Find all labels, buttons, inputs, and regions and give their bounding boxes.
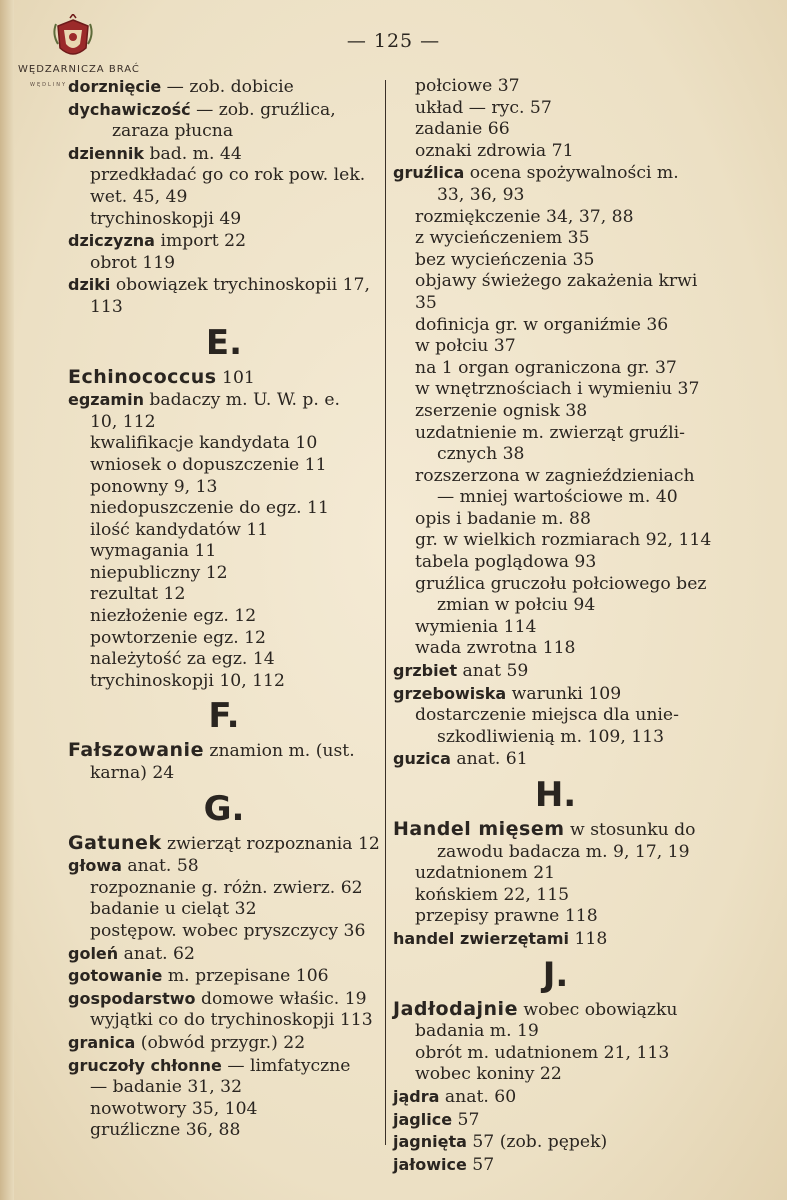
index-subentry: rozmiękczenie 34, 37, 88 <box>415 206 634 227</box>
section-letter: J. <box>542 954 569 995</box>
entry-text: badaczy m. U. W. p. e. <box>143 390 340 411</box>
index-subentry: wymienia 114 <box>415 616 537 637</box>
index-subentry: gr. w wielkich rozmiarach 92, 114 <box>415 530 712 551</box>
index-column-left <box>68 76 380 1142</box>
entry-text: anat 59 <box>457 661 529 682</box>
entry-text: warunki 109 <box>506 683 622 704</box>
entry-headword: dziki <box>68 275 111 295</box>
index-subentry: badania m. 19 <box>415 1021 539 1042</box>
index-subentry: układ — ryc. 57 <box>415 97 552 118</box>
index-subentry: obrot 119 <box>90 252 176 273</box>
index-entry <box>68 740 380 763</box>
entry-headword: Fałszowanie <box>68 739 204 762</box>
entry-text: 57 <box>452 1109 480 1130</box>
index-subentry: wyjątki co do trychinoskopji 113 <box>90 1010 373 1031</box>
entry-text: wobec obowiązku <box>517 999 678 1020</box>
index-subentry: dofinicja gr. w organiźmie 36 <box>415 314 669 335</box>
index-entry <box>393 819 718 842</box>
index-entry <box>68 367 380 390</box>
entry-headword: egzamin <box>68 390 144 410</box>
entry-text: anat. 58 <box>121 856 199 877</box>
entry-text: 118 <box>569 928 608 949</box>
logo-subtitle: WĘDLINY <box>30 82 68 88</box>
index-entry <box>393 683 718 706</box>
index-entry <box>393 1154 718 1177</box>
entry-headword: głowa <box>68 856 122 876</box>
entry-headword: gospodarstwo <box>68 988 196 1008</box>
entry-text: ocena spożywalności m. <box>464 163 679 184</box>
entry-continuation: zaraza płucna <box>112 121 234 142</box>
page-edge <box>0 0 14 1200</box>
index-subentry: wniosek o dopuszczenie 11 <box>90 454 327 475</box>
index-subentry: wymagania 11 <box>90 541 217 562</box>
entry-headword: grzebowiska <box>393 683 507 703</box>
index-subentry: uzdatnienie m. zwierząt gruźli- <box>415 422 685 443</box>
entry-headword: jagnięta <box>393 1132 467 1152</box>
index-subentry: w wnętrznościach i wymieniu 37 <box>415 379 700 400</box>
entry-text: anat. 60 <box>439 1086 517 1107</box>
index-entry <box>68 988 380 1011</box>
index-entry <box>393 748 718 771</box>
index-entry <box>68 274 380 297</box>
entry-continuation: — mniej wartościowe m. 40 <box>437 487 678 508</box>
column-divider <box>385 80 386 1145</box>
index-subentry: połciowe 37 <box>415 76 520 96</box>
index-subentry: zserzenie ognisk 38 <box>415 400 588 421</box>
index-subentry: nowotwory 35, 104 <box>90 1098 258 1119</box>
index-subentry: dostarczenie miejsca dla unie- <box>415 705 679 726</box>
index-entry <box>393 660 718 683</box>
entry-continuation: 33, 36, 93 <box>437 184 525 205</box>
entry-text: — zob. dobicie <box>161 77 294 97</box>
entry-headword: jałowice <box>393 1154 467 1174</box>
index-entry <box>393 1109 718 1132</box>
index-subentry: na 1 organ ograniczona gr. 37 <box>415 357 677 378</box>
entry-text: 57 (zob. pępek) <box>466 1132 608 1153</box>
index-subentry: niedopuszczenie do egz. 11 <box>90 498 329 519</box>
entry-text: 101 <box>216 367 255 388</box>
index-subentry: wet. 45, 49 <box>90 186 188 207</box>
entry-text: anat. 62 <box>118 943 195 964</box>
index-column-right <box>393 76 718 1176</box>
index-subentry: przedkładać go co rok pow. lek. <box>90 165 366 186</box>
section-letter: E. <box>205 322 243 363</box>
index-subentry: należytość za egz. 14 <box>90 649 275 670</box>
entry-headword: granica <box>68 1032 136 1052</box>
entry-headword: handel zwierzętami <box>393 928 570 948</box>
index-subentry: opis i badanie m. 88 <box>415 508 591 529</box>
entry-headword: dychawiczość <box>68 99 191 119</box>
entry-headword: jaglice <box>393 1109 453 1129</box>
entry-text: (obwód przygr.) 22 <box>135 1032 306 1053</box>
index-entry <box>68 1032 380 1055</box>
index-entry <box>68 1055 380 1078</box>
index-subentry: postępow. wobec pryszczycy 36 <box>90 921 366 941</box>
entry-text: 57 <box>466 1154 495 1175</box>
index-subentry: 10, 112 <box>90 411 156 432</box>
entry-headword: dziennik <box>68 143 145 163</box>
index-subentry: wada zwrotna 118 <box>415 638 576 659</box>
entry-text: anat. 61 <box>450 749 528 770</box>
index-entry <box>393 999 718 1022</box>
index-subentry: ponowny 9, 13 <box>90 476 218 497</box>
index-subentry: 113 <box>90 296 123 317</box>
entry-continuation: szkodliwienią m. 109, 113 <box>437 726 665 747</box>
index-subentry: kwalifikacje kandydata 10 <box>90 433 318 454</box>
entry-text: w stosunku do <box>564 820 696 840</box>
index-subentry: — badanie 31, 32 <box>90 1077 243 1098</box>
index-subentry: karna) 24 <box>90 763 175 784</box>
index-subentry: oznaki zdrowia 71 <box>415 140 574 161</box>
entry-text: zwierząt rozpoznania 12 <box>161 833 380 854</box>
index-subentry: rozszerzona w zagnieździeniach <box>415 465 695 486</box>
entry-continuation: zawodu badacza m. 9, 17, 19 <box>437 841 690 862</box>
index-subentry: rozpoznanie g. różn. zwierz. 62 <box>90 877 363 898</box>
entry-text: obowiązek trychinoskopii 17, <box>110 275 370 296</box>
entry-headword: Handel mięsem <box>393 818 565 840</box>
index-subentry: powtorzenie egz. 12 <box>90 627 266 648</box>
index-subentry: z wycieńczeniem 35 <box>415 228 590 249</box>
index-subentry: zadanie 66 <box>415 119 510 140</box>
section-letter: G. <box>203 788 245 829</box>
index-entry <box>393 1131 718 1154</box>
entry-text: — limfatyczne <box>221 1055 351 1076</box>
index-subentry: niepubliczny 12 <box>90 562 228 583</box>
entry-headword: dorznięcie <box>68 77 162 96</box>
entry-headword: Jadłodajnie <box>393 997 518 1020</box>
entry-text: import 22 <box>154 231 247 252</box>
index-entry <box>68 855 380 878</box>
index-subentry: przepisy prawne 118 <box>415 906 598 927</box>
index-entry <box>68 965 380 988</box>
entry-text: bad. m. 44 <box>144 143 242 164</box>
entry-text: — zob. gruźlica, <box>190 99 336 120</box>
index-entry <box>68 76 380 99</box>
index-entry <box>68 99 380 122</box>
index-entry <box>393 162 718 185</box>
index-subentry: rezultat 12 <box>90 584 186 605</box>
index-subentry: badanie u cieląt 32 <box>90 899 257 920</box>
entry-headword: gruczoły chłonne <box>68 1055 222 1075</box>
index-subentry: wobec koniny 22 <box>415 1064 562 1085</box>
entry-headword: gruźlica <box>393 163 465 183</box>
index-subentry: tabela poglądowa 93 <box>415 552 597 573</box>
entry-continuation: cznych 38 <box>437 444 525 465</box>
logo-name: WĘDZARNICZA BRAĆ <box>18 64 140 75</box>
watermark <box>60 1075 83 1145</box>
entry-headword: Echinococcus <box>68 365 217 388</box>
entry-continuation: zmian w połciu 94 <box>437 595 596 616</box>
index-entry <box>68 230 380 253</box>
entry-headword: dziczyzna <box>68 231 155 251</box>
index-entry <box>68 833 380 856</box>
section-letter: H. <box>534 775 577 815</box>
index-subentry: obrót m. udatnionem 21, 113 <box>415 1042 670 1063</box>
entry-text: m. przepisane 106 <box>162 966 329 987</box>
index-subentry: ilość kandydatów 11 <box>90 519 269 540</box>
entry-headword: Gatunek <box>68 831 162 854</box>
section-letter: F. <box>208 696 240 737</box>
entry-headword: gotowanie <box>68 966 163 986</box>
entry-headword: jądra <box>393 1086 440 1106</box>
index-subentry: gruźlica gruczołu połciowego bez <box>415 573 707 594</box>
index-entry <box>393 928 718 951</box>
index-subentry: gruźliczne 36, 88 <box>90 1120 241 1141</box>
index-subentry: niezłożenie egz. 12 <box>90 606 257 627</box>
index-entry <box>393 1086 718 1109</box>
index-subentry: bez wycieńczenia 35 <box>415 249 595 270</box>
entry-headword: goleń <box>68 943 119 963</box>
entry-text: znamion m. (ust. <box>203 741 355 762</box>
index-subentry: w połciu 37 <box>415 336 516 357</box>
entry-text: domowe właśic. 19 <box>195 988 367 1009</box>
index-subentry: trychinoskopji 49 <box>90 208 242 229</box>
index-entry <box>68 943 380 966</box>
index-entry <box>68 389 380 412</box>
index-subentry: końskiem 22, 115 <box>415 884 570 905</box>
page-number: — 125 — <box>346 30 441 52</box>
entry-headword: grzbiet <box>393 661 458 681</box>
index-entry <box>68 143 380 166</box>
entry-headword: guzica <box>393 749 451 769</box>
index-subentry: uzdatnionem 21 <box>415 863 556 884</box>
index-subentry: objawy świeżego zakażenia krwi 35 <box>415 271 698 313</box>
index-subentry: trychinoskopji 10, 112 <box>90 670 285 691</box>
